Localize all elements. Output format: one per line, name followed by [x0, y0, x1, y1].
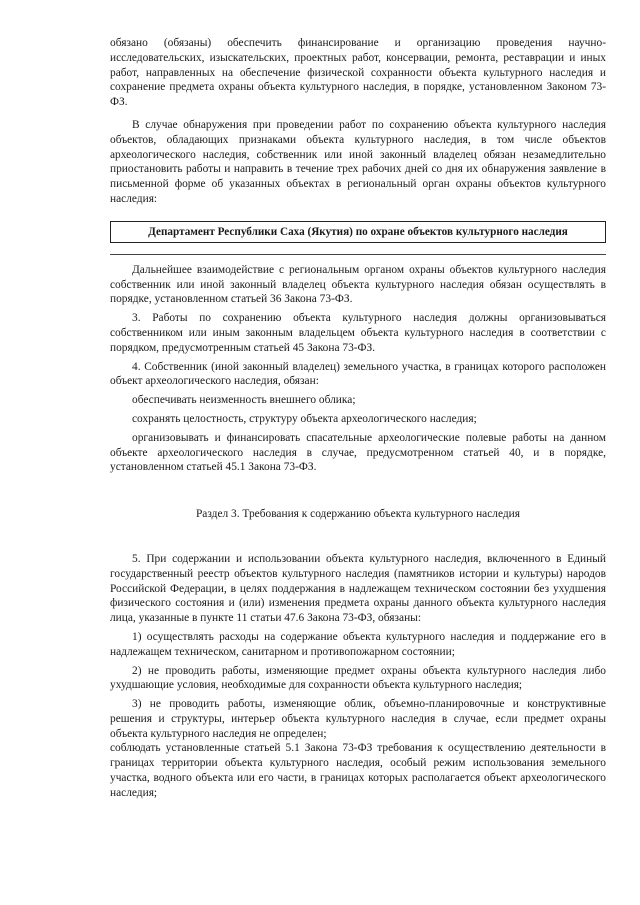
sub-item-3: 3) не проводить работы, изменяющие облик, объемно-планировочные и конструктивные решения и структуры, интерьер объекта культурного наследия в случае, если предмет охраны объекта культурного наследия не определен;: [110, 698, 606, 740]
sub-item-2: 2) не проводить работы, изменяющие предмет охраны объекта культурного наследия либо ухудшающие условия, необходимые для сохранности объекта культурного наследия;: [110, 664, 606, 692]
paragraph-further-interaction: Дальнейшее взаимодействие с региональным органом охраны объектов культурного наследия собственник или иной законный владелец объекта культурного наследия обязан осуществлять в порядке, установленном статьей 36 Закона 73-ФЗ.: [110, 263, 606, 306]
paragraph-item-3: 3. Работы по сохранению объекта культурного наследия должны организовываться собственником или иным законным владельцем объекта культурного наследия в соответствии с порядком, предусмотренным статьей 45 Закона 73-ФЗ.: [110, 312, 606, 354]
section-title: Раздел 3. Требования к содержанию объекта культурного наследия: [195, 508, 521, 521]
paragraph-territory-requirements: соблюдать установленные статьей 5.1 Закона 73-ФЗ требования к осуществлению деятельности в границах территории объекта культурного наследия, особый режим использования земельного участка, водного объекта или его части, в границах которых располагается объект археологического наследия;: [110, 742, 606, 799]
divider-line: [110, 254, 606, 255]
regional-authority-box: Департамент Республики Саха (Якутия) по охране объектов культурного наследия: [110, 221, 606, 243]
sub-item-1: 1) осуществлять расходы на содержание объекта культурного наследия и поддержание его в надлежащем техническом, санитарном и противопожарном состоянии;: [110, 630, 606, 658]
paragraph-funding-obligation: обязано (обязаны) обеспечить финансирование и организацию проведения научно-исследовательских, изыскательских, проектных работ, консервации, ремонта, реставрации и иных работ, направленных на обеспечение физической сохранности объекта культурного наследия и сохранение предмета охраны объекта культурного наследия, в порядке, установленном Законом 73-ФЗ.: [110, 37, 606, 109]
paragraph-discovery-procedure: В случае обнаружения при проведении работ по сохранению объекта культурного наследия объектов, обладающих признаками объекта культурного наследия, в том числе объектов археологического наследия, собственник или иной законный владелец обязан незамедлительно приостановить работы и направить в течение трех рабочих дней со дня их обнаружения заявление в письменной форме об указанных объектах в региональный орган охраны объектов культурного наследия:: [110, 118, 606, 205]
list-item-rescue-works: организовывать и финансировать спасательные археологические полевые работы на данном объекте археологического наследия в случае, предусмотренном статьей 40, и в порядке, установленном статьей 45.1 Закона 73-ФЗ.: [110, 431, 606, 474]
list-item-appearance: обеспечивать неизменность внешнего облика;: [132, 394, 356, 407]
paragraph-item-5: 5. При содержании и использовании объекта культурного наследия, включенного в Единый государственный реестр объектов культурного наследия (памятников истории и культуры) народов Российской Федерации, в целях поддержания в надлежащем техническом состоянии без ухудшения физического состояния и (или) изменения предмета охраны данного объекта культурного наследия лица, указанные в пункте 11 статьи 47.6 Закона 73-ФЗ, обязаны:: [110, 552, 606, 625]
paragraph-item-4: 4. Собственник (иной законный владелец) земельного участка, в границах которого расположен объект археологического наследия, обязан:: [110, 360, 606, 388]
list-item-integrity: сохранять целостность, структуру объекта археологического наследия;: [132, 412, 477, 425]
